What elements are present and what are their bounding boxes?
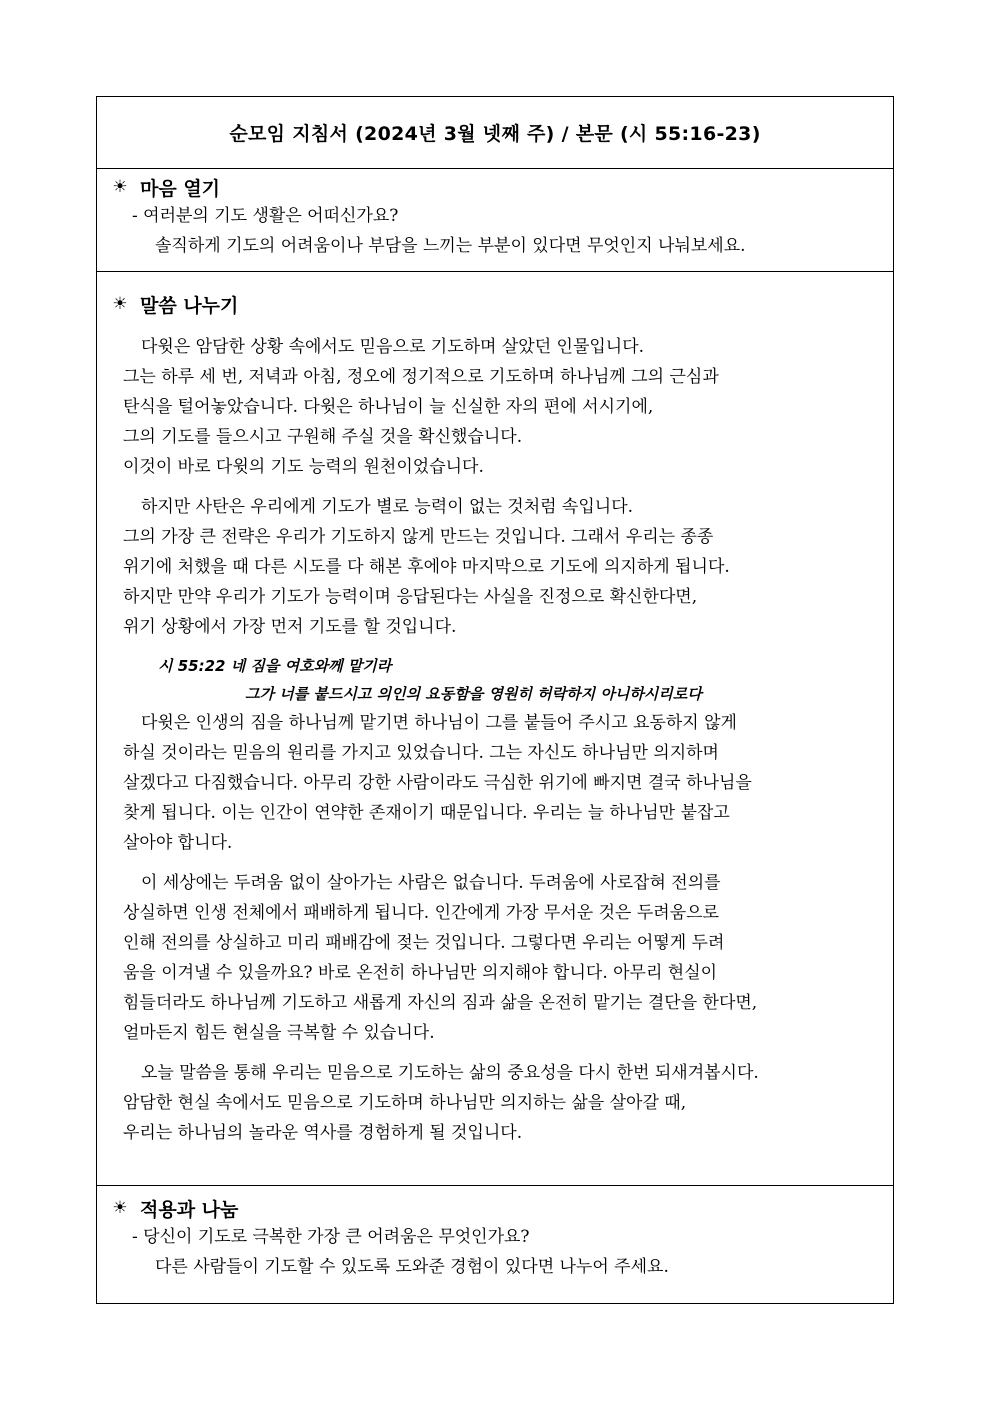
page-title: 순모임 지침서 (2024년 3월 넷째 주) / 본문 (시 55:16-23) [229,123,761,145]
heading-label: 마음 열기 [140,177,221,200]
heading-label: 적용과 나눔 [140,1198,239,1221]
sun-icon: ☀ [112,177,128,197]
paragraph-1 [123,332,885,482]
text-line: 이것이 바로 다윗의 기도 능력의 원천이었습니다. [123,457,484,477]
section-word [97,272,893,1186]
text-line: 위기 상황에서 가장 먼저 기도를 할 것입니다. [123,617,457,637]
section-heading-opening [110,173,885,201]
text-line: 살아야 합니다. [123,833,233,853]
question-line: 솔직하게 기도의 어려움이나 부담을 느끼는 부분이 있다면 무엇인지 나눠보세요. [155,236,746,256]
text-line: 다윗은 암담한 상황 속에서도 믿음으로 기도하며 살았던 인물입니다. [141,337,645,357]
text-line: 찾게 됩니다. 이는 인간이 연약한 존재이기 때문입니다. 우리는 늘 하나님만 붙잡고 [123,803,730,823]
text-line: 힘들더라도 하나님께 기도하고 새롭게 자신의 짐과 삶을 온전히 맡기는 결단을 한다면, [123,993,758,1013]
verse-line: 시 55:22 네 짐을 여호와께 맡기라 [158,657,392,675]
scripture-verse [123,652,885,708]
text-line: 우리는 하나님의 놀라운 역사를 경험하게 될 것입니다. [123,1123,523,1143]
question-line: - 당신이 기도로 극복한 가장 큰 어려움은 무엇인가요? [132,1227,530,1247]
paragraph-5 [123,1058,885,1148]
section-heading-word [110,290,885,318]
text-line: 그는 하루 세 번, 저녁과 아침, 정오에 정기적으로 기도하며 하나님께 그의 근심과 [123,367,719,387]
section-opening [97,169,893,272]
text-line: 움을 이겨낼 수 있을까요? 바로 온전히 하나님만 의지해야 합니다. 아무리 현실이 [123,963,718,983]
section-heading-apply [110,1194,885,1222]
text-line: 인해 전의를 상실하고 미리 패배감에 젖는 것입니다. 그렇다면 우리는 어떻게 두려 [123,933,725,953]
body-text [123,332,885,1148]
text-line: 살겠다고 다짐했습니다. 아무리 강한 사람이라도 극심한 위기에 빠지면 결국 하나님을 [123,773,752,793]
text-line: 얼마든지 힘든 현실을 극복할 수 있습니다. [123,1023,435,1043]
paragraph-2 [123,492,885,642]
title-row [97,97,893,169]
text-line: 다윗은 인생의 짐을 하나님께 맡기면 하나님이 그를 붙들어 주시고 요동하지 않게 [141,713,737,733]
study-guide-frame [96,96,894,1304]
text-line: 탄식을 털어놓았습니다. 다윗은 하나님이 늘 신실한 자의 편에 서시기에, [123,397,654,417]
text-line: 그의 가장 큰 전략은 우리가 기도하지 않게 만드는 것입니다. 그래서 우리는 종종 [123,527,714,547]
section-apply [97,1186,893,1304]
question-line: - 여러분의 기도 생활은 어떠신가요? [132,206,399,226]
text-line: 그의 기도를 들으시고 구원해 주실 것을 확신했습니다. [123,427,523,447]
text-line: 하실 것이라는 믿음의 원리를 가지고 있었습니다. 그는 자신도 하나님만 의지하며 [123,743,719,763]
text-line: 위기에 처했을 때 다른 시도를 다 해본 후에야 마지막으로 기도에 의지하게 됩니다. [123,557,730,577]
text-line: 하지만 사탄은 우리에게 기도가 별로 능력이 없는 것처럼 속입니다. [141,497,634,517]
verse-line: 그가 너를 붙드시고 의인의 요동함을 영원히 허락하지 아니하시리로다 [245,685,702,703]
paragraph-4 [123,868,885,1048]
sun-icon: ☀ [112,294,128,314]
text-line: 이 세상에는 두려움 없이 살아가는 사람은 없습니다. 두려움에 사로잡혀 전의를 [141,873,721,893]
question-line: 다른 사람들이 기도할 수 있도록 도와준 경험이 있다면 나누어 주세요. [155,1257,669,1277]
text-line: 하지만 만약 우리가 기도가 능력이며 응답된다는 사실을 진정으로 확신한다면, [123,587,698,607]
text-line: 암담한 현실 속에서도 믿음으로 기도하며 하나님만 의지하는 삶을 살아갈 때, [123,1093,687,1113]
paragraph-3 [123,708,885,858]
heading-label: 말씀 나누기 [140,294,239,317]
sun-icon: ☀ [112,1198,128,1218]
text-line: 오늘 말씀을 통해 우리는 믿음으로 기도하는 삶의 중요성을 다시 한번 되새겨봅시다. [141,1063,759,1083]
text-line: 상실하면 인생 전체에서 패배하게 됩니다. 인간에게 가장 무서운 것은 두려움으로 [123,903,719,923]
